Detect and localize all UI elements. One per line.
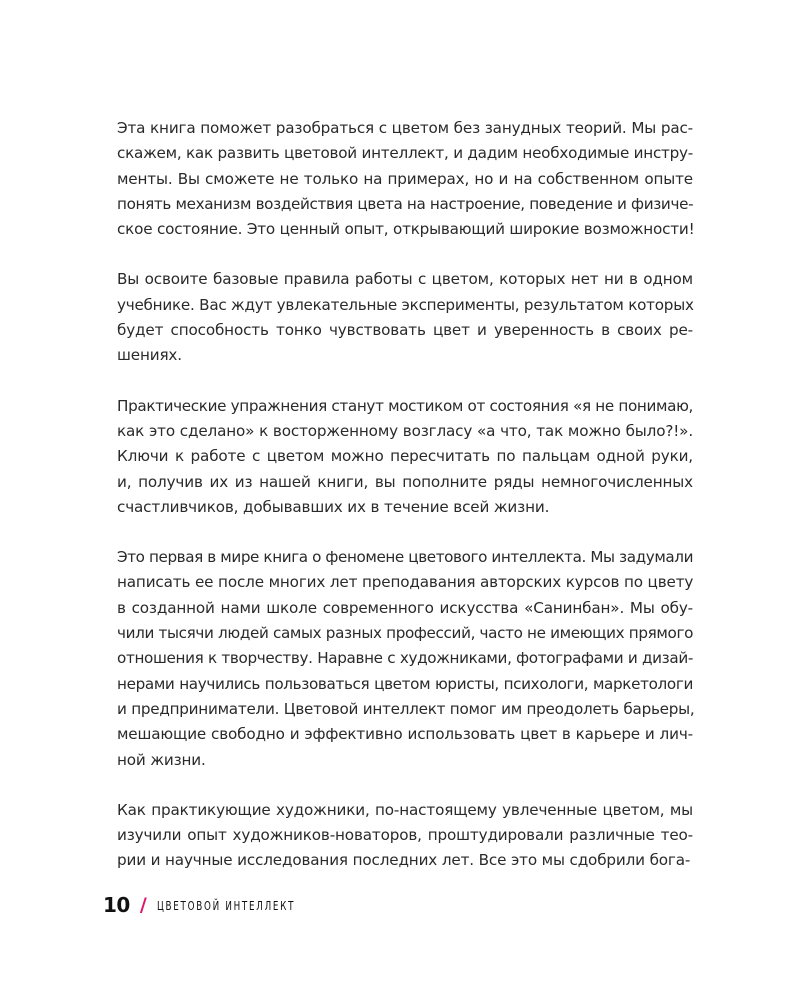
text-line: в созданной нами школе современного искусства «Санинбан». Мы обу- [117, 598, 693, 617]
text-line: скажем, как развить цветовой интеллект, и дадим необходимые инстру- [117, 144, 693, 163]
paragraph [117, 545, 693, 773]
text-line: Как практикующие художники, по-настоящему увлеченные цветом, мы [117, 800, 693, 819]
text-line: ское состояние. Это ценный опыт, открывающий широкие возможности! [117, 220, 695, 239]
text-line: будет способность тонко чувствовать цвет и уверенность в своих ре- [117, 321, 693, 340]
text-line: Ключи к работе с цветом можно пересчитать по пальцам одной руки, [117, 447, 693, 466]
footer-separator: / [139, 894, 147, 916]
text-line: ной жизни. [117, 750, 206, 769]
paragraph [117, 116, 693, 242]
text-line: изучили опыт художников-новаторов, проштудировали различные тео- [117, 826, 693, 845]
page-number: 10 [103, 893, 130, 917]
paragraph [117, 394, 693, 520]
text-line: чили тысячи людей самых разных профессий, часто не имеющих прямого [117, 624, 694, 643]
paragraph [117, 267, 693, 368]
text-line: рии и научные исследования последних лет. Все это мы сдобрили бога- [117, 851, 691, 870]
body-text [117, 116, 693, 899]
text-line: шениях. [117, 346, 182, 365]
text-line: и, получив их из нашей книги, вы пополните ряды немногочисленных [117, 472, 693, 491]
text-line: учебнике. Вас ждут увлекательные эксперименты, результатом которых [117, 295, 694, 314]
paragraph [117, 798, 693, 874]
running-title: ЦВЕТОВОЙ ИНТЕЛЛЕКТ [156, 897, 295, 913]
text-line: нерами научились пользоваться цветом юристы, психологи, маркетологи [117, 674, 693, 693]
text-line: отношения к творчеству. Наравне с художниками, фотографами и дизай- [117, 649, 693, 668]
text-line: менты. Вы сможете не только на примерах, но и на собственном опыте [117, 169, 693, 188]
text-line: Практические упражнения станут мостиком от состояния «я не понимаю, [117, 396, 693, 415]
text-line: Это первая в мире книга о феномене цветового интеллекта. Мы задумали [117, 548, 694, 567]
text-line: Эта книга поможет разобраться с цветом без занудных теорий. Мы рас- [117, 119, 693, 137]
text-line: как это сделано» к восторженному возгласу «а что, так можно было?!». [117, 421, 693, 440]
text-line: и предприниматели. Цветовой интеллект помог им преодолеть барьеры, [117, 699, 695, 718]
text-line: написать ее после многих лет преподавания авторских курсов по цвету [117, 573, 694, 592]
text-line: понять механизм воздействия цвета на настроение, поведение и физиче- [117, 194, 694, 213]
text-line: счастливчиков, добывавших их в течение всей жизни. [117, 497, 550, 516]
text-line: мешающие свободно и эффективно использовать цвет в карьере и лич- [117, 725, 693, 744]
page-footer [103, 890, 334, 920]
text-line: Вы освоите базовые правила работы с цветом, которых нет ни в одном [117, 270, 693, 289]
